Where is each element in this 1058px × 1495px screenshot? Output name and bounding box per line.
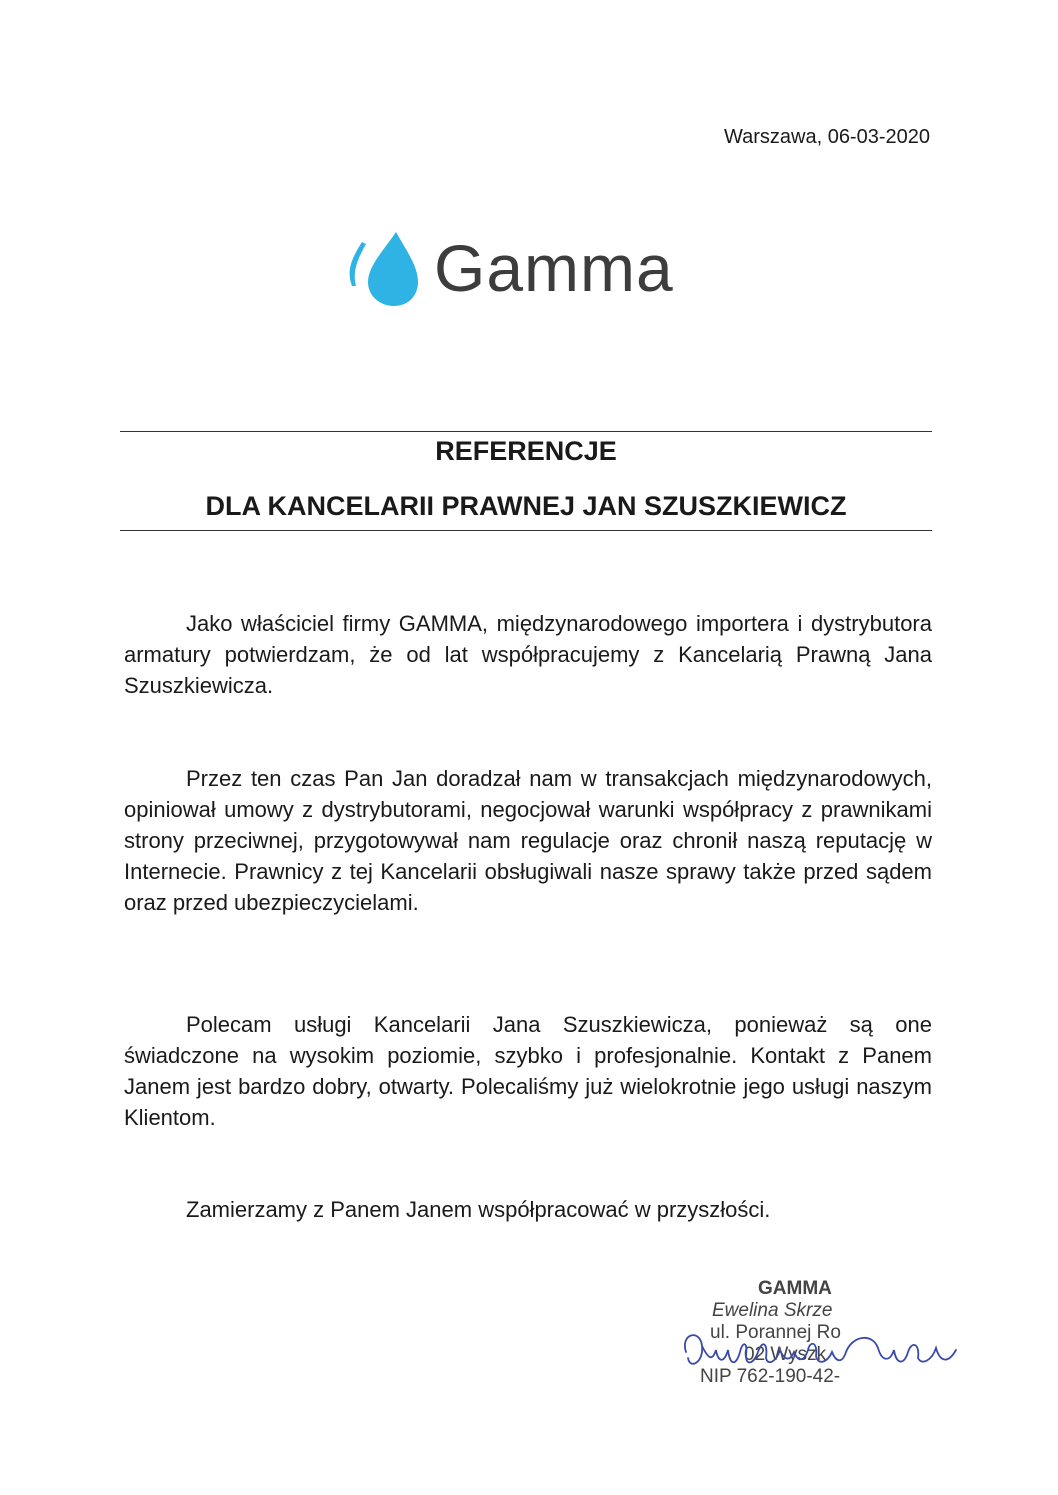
paragraph-3: Polecam usługi Kancelarii Jana Szuszkiewicza, ponieważ są one świadczone na wysokim poziomie, szybko i profesjonalnie. Kontakt z Panem Janem jest bardzo dobry, otwarty. Polecaliśmy już wielokrotnie jego usługi naszym Klientom. xyxy=(124,1012,932,1130)
handwritten-signature xyxy=(676,1322,966,1380)
water-drop-icon xyxy=(342,228,432,308)
logo-text: Gamma xyxy=(434,231,674,305)
stamp-street: ul. Porannej Ro xyxy=(710,1322,841,1343)
date: Warszawa, 06-03-2020 xyxy=(723,126,930,148)
stamp-name: Ewelina Skrze xyxy=(712,1300,833,1321)
stamp-city: 02 Wyszk xyxy=(744,1344,827,1365)
gamma-logo xyxy=(342,228,712,308)
stamp-nip: NIP 762-190-42- xyxy=(700,1366,841,1387)
stamp-company: GAMMA xyxy=(758,1278,832,1299)
title-rule-bottom xyxy=(120,530,932,531)
title-line-1: REFERENCJE xyxy=(435,436,617,466)
paragraph-4: Zamierzamy z Panem Janem współpracować w przyszłości. xyxy=(186,1197,771,1222)
paragraph-2: Przez ten czas Pan Jan doradzał nam w transakcjach międzynarodowych, opiniował umowy z dystrybutorami, negocjował warunki współpracy z prawnikami strony przeciwnej, przygotowywał nam regulacje oraz chronił naszą reputację w Internecie. Prawnicy z tej Kancelarii obsługiwali nasze sprawy także przed sądem oraz przed ubezpieczycielami. xyxy=(124,766,932,915)
paragraph-1: Jako właściciel firmy GAMMA, międzynarodowego importera i dystrybutora armatury potwierdzam, że od lat współpracujemy z Kancelarią Prawną Jana Szuszkiewicza. xyxy=(124,611,932,698)
title-rule-top xyxy=(120,431,932,432)
title-line-2: DLA KANCELARII PRAWNEJ JAN SZUSZKIEWICZ xyxy=(205,491,847,521)
